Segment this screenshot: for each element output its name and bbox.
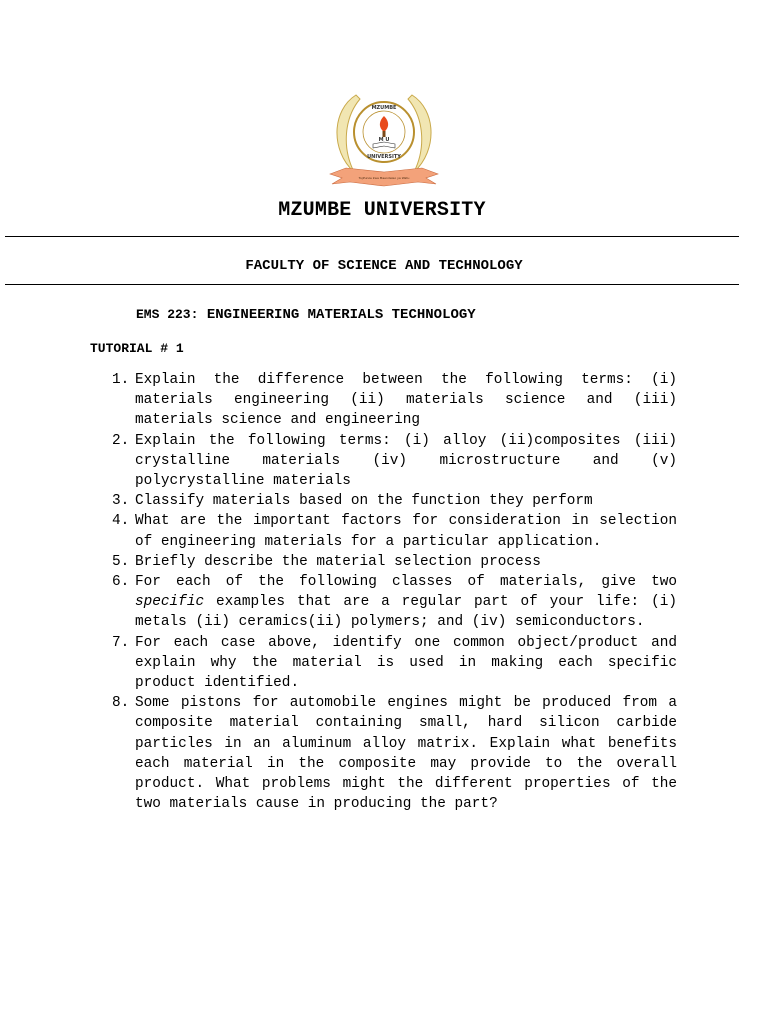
- question-item: [112, 572, 677, 633]
- question-emphasis: specific: [135, 594, 205, 611]
- question-item: [112, 633, 677, 694]
- question-list: [112, 370, 677, 814]
- question-number: 7.: [112, 634, 130, 651]
- question-number: 3.: [112, 493, 130, 510]
- question-number: 6.: [112, 574, 130, 591]
- question-number: 5.: [112, 553, 130, 570]
- question-text: Briefly describe the material selection process: [135, 553, 541, 570]
- logo-initials: M U: [378, 137, 390, 143]
- question-number: 1.: [112, 372, 130, 388]
- question-item: [112, 693, 677, 814]
- bottom-divider: [5, 284, 739, 285]
- question-text-after: examples that are a regular part of your life: (i) metals (ii) ceramics(ii) polymers; and (iv) semiconductors.: [135, 594, 677, 631]
- course-title: ENGINEERING MATERIALS TECHNOLOGY: [206, 307, 476, 323]
- question-number: 4.: [112, 513, 130, 530]
- top-divider: [5, 236, 739, 237]
- course-heading: [136, 307, 476, 323]
- logo-motto: Tujifunze kwa Maendeleo ya Watu: [358, 176, 410, 180]
- faculty-name: FACULTY OF SCIENCE AND TECHNOLOGY: [245, 258, 523, 274]
- question-text-before: For each of the following classes of materials, give two: [135, 574, 677, 591]
- question-text: Classify materials based on the function they perform: [135, 493, 593, 510]
- question-item: [112, 511, 677, 551]
- university-name: MZUMBE UNIVERSITY: [278, 199, 486, 222]
- course-code: EMS 223:: [136, 307, 199, 322]
- question-number: 2.: [112, 432, 130, 449]
- question-item: [112, 370, 677, 431]
- logo-top-text: MZUMBE: [371, 105, 397, 111]
- question-text: What are the important factors for consideration in selection of engineering materials for a particular application.: [135, 513, 677, 550]
- university-logo: [326, 90, 442, 190]
- question-item: [112, 431, 677, 492]
- question-number: 8.: [112, 695, 130, 712]
- question-text: Explain the difference between the following terms: (i) materials engineering (ii) materials science and (iii) materials science and engineering: [135, 372, 677, 429]
- question-item: [112, 552, 677, 572]
- logo-bottom-text: UNIVERSITY: [367, 154, 401, 160]
- question-text: For each case above, identify one common object/product and explain why the material is used in making each specific product identified.: [135, 634, 677, 692]
- question-text: Some pistons for automobile engines might be produced from a composite material containing small, hard silicon carbide particles in an aluminum alloy matrix. Explain what benefits each material in the composite may provide to the overall product. What problems might the different properties of the two materials cause in producing the part?: [135, 695, 677, 813]
- question-item: [112, 491, 677, 511]
- tutorial-heading: TUTORIAL # 1: [90, 341, 184, 356]
- question-text: Explain the following terms: (i) alloy (ii)composites (iii) crystalline materials (iv) microstructure and (v) polycrystalline materials: [135, 432, 677, 490]
